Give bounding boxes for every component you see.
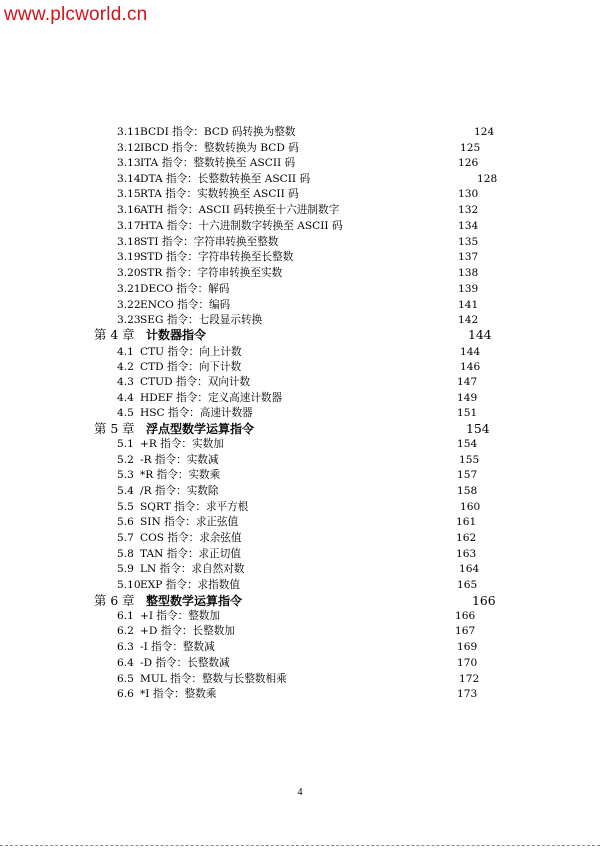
toc-entry-page: 124 [474, 126, 495, 138]
toc-entry-page: 130 [458, 188, 479, 200]
toc-entry-row[interactable] [0, 140, 600, 156]
toc-entry-row[interactable] [0, 171, 600, 187]
toc-entry-number: 5.4 [117, 485, 134, 497]
toc-entry-page: 165 [457, 579, 478, 591]
toc-entry-number: 3.13 [117, 157, 141, 169]
toc-entry-title: -R 指令：实数减 [140, 454, 219, 466]
toc-entry-row[interactable] [0, 124, 600, 140]
toc-entry-title: MUL 指令：整数与长整数相乘 [140, 673, 287, 685]
toc-entry-title: IBCD 指令：整数转换为 BCD 码 [140, 142, 299, 154]
toc-entry-title: 浮点型数学运算指令 [146, 422, 255, 436]
toc-entry-number: 第 4 章 [94, 327, 135, 342]
toc-entry-number: 3.16 [117, 204, 141, 216]
toc-entry-page: 135 [458, 236, 479, 248]
toc-entry-page: 147 [457, 376, 478, 388]
toc-entry-page: 162 [456, 532, 477, 544]
toc-entry-row[interactable] [0, 234, 600, 250]
toc-entry-number: 5.7 [117, 532, 134, 544]
toc-entry-page: 172 [459, 673, 480, 685]
toc-entry-title: SEG 指令：七段显示转换 [140, 314, 263, 326]
toc-entry-number: 3.14 [117, 173, 141, 185]
toc-entry-page: 154 [466, 421, 490, 436]
toc-entry-number: 5.2 [117, 454, 134, 466]
toc-entry-page: 170 [457, 657, 478, 669]
toc-entry-row[interactable] [0, 530, 600, 546]
toc-entry-row[interactable] [0, 359, 600, 375]
toc-entry-number: 4.5 [117, 407, 134, 419]
toc-entry-page: 161 [456, 516, 477, 528]
toc-entry-page: 144 [468, 327, 492, 342]
toc-entry-number: 3.20 [117, 267, 141, 279]
toc-entry-row[interactable] [0, 686, 600, 702]
toc-entry-title: HTA 指令：十六进制数字转换至 ASCII 码 [140, 220, 343, 232]
toc-entry-row[interactable] [0, 186, 600, 202]
toc-entry-title: 计数器指令 [146, 328, 207, 342]
toc-entry-title: EXP 指令：求指数值 [140, 579, 240, 591]
toc-entry-row[interactable] [0, 405, 600, 421]
toc-entry-page: 138 [458, 267, 479, 279]
toc-entry-page: 134 [458, 220, 479, 232]
toc-entry-row[interactable] [0, 218, 600, 234]
toc-chapter-row[interactable] [0, 326, 600, 344]
toc-entry-title: CTD 指令：向下计数 [140, 361, 242, 373]
toc-entry-title: CTU 指令：向上计数 [140, 346, 242, 358]
toc-entry-page: 139 [458, 283, 479, 295]
page-number: 4 [297, 787, 303, 798]
toc-entry-page: 132 [458, 204, 479, 216]
toc-entry-title: HDEF 指令：定义高速计数器 [140, 392, 283, 404]
toc-entry-page: 169 [457, 641, 478, 653]
toc-entry-title: +R 指令：实数加 [140, 438, 224, 450]
toc-entry-row[interactable] [0, 202, 600, 218]
toc-entry-row[interactable] [0, 297, 600, 313]
toc-entry-title: STD 指令：字符串转换至长整数 [140, 251, 294, 263]
toc-entry-page: 163 [456, 548, 477, 560]
toc-entry-title: ATH 指令：ASCII 码转换至十六进制数字 [140, 204, 340, 216]
toc-entry-title: SQRT 指令：求平方根 [140, 501, 249, 513]
toc-entry-page: 125 [460, 142, 481, 154]
footer-divider [0, 845, 600, 846]
watermark-link[interactable]: www.plcworld.cn [4, 4, 148, 25]
toc-entry-row[interactable] [0, 467, 600, 483]
toc-entry-title: TAN 指令：求正切值 [140, 548, 241, 560]
toc-entry-title: ITA 指令：整数转换至 ASCII 码 [140, 157, 296, 169]
toc-entry-title: 整型数学运算指令 [146, 594, 243, 608]
toc-entry-page: 154 [457, 438, 478, 450]
toc-entry-page: 128 [477, 173, 498, 185]
toc-entry-number: 第 6 章 [94, 593, 135, 608]
toc-entry-row[interactable] [0, 436, 600, 452]
toc-entry-title: *I 指令：整数乘 [140, 688, 217, 700]
toc-entry-row[interactable] [0, 514, 600, 530]
toc-entry-row[interactable] [0, 561, 600, 577]
toc-entry-page: 167 [455, 625, 476, 637]
toc-entry-number: 3.12 [117, 142, 141, 154]
toc-entry-number: 6.1 [117, 610, 134, 622]
toc-entry-number: 5.1 [117, 438, 134, 450]
toc-entry-row[interactable] [0, 281, 600, 297]
toc-entry-number: 5.6 [117, 516, 134, 528]
toc-entry-page: 146 [460, 361, 481, 373]
toc-entry-row[interactable] [0, 344, 600, 360]
toc-entry-number: 4.1 [117, 346, 134, 358]
toc-entry-number: 3.23 [117, 314, 141, 326]
toc-entry-row[interactable] [0, 390, 600, 406]
toc-entry-number: 6.6 [117, 688, 134, 700]
toc-entry-number: 第 5 章 [94, 421, 135, 436]
toc-entry-number: 3.15 [117, 188, 141, 200]
toc-entry-title: CTUD 指令：双向计数 [140, 376, 251, 388]
toc-entry-title: +D 指令：长整数加 [140, 625, 235, 637]
toc-entry-page: 160 [460, 501, 481, 513]
toc-entry-number: 5.9 [117, 563, 134, 575]
toc-entry-page: 126 [458, 157, 479, 169]
toc-entry-title: /R 指令：实数除 [140, 485, 219, 497]
toc-entry-row[interactable] [0, 374, 600, 390]
toc-entry-row[interactable] [0, 671, 600, 687]
toc-entry-number: 4.2 [117, 361, 134, 373]
toc-entry-title: -I 指令：整数减 [140, 641, 215, 653]
toc-entry-number: 3.21 [117, 283, 141, 295]
toc-entry-number: 6.4 [117, 657, 134, 669]
toc-entry-number: 3.17 [117, 220, 141, 232]
toc-entry-title: SIN 指令：求正弦值 [140, 516, 239, 528]
toc-entry-row[interactable] [0, 265, 600, 281]
toc-entry-page: 144 [460, 346, 481, 358]
toc-entry-number: 3.22 [117, 299, 141, 311]
toc-entry-row[interactable] [0, 499, 600, 515]
toc-entry-number: 6.3 [117, 641, 134, 653]
toc-entry-row[interactable] [0, 577, 600, 593]
toc-entry-row[interactable] [0, 155, 600, 171]
toc-entry-page: 151 [457, 407, 478, 419]
toc-entry-title: STI 指令：字符串转换至整数 [140, 236, 279, 248]
toc-entry-page: 173 [457, 688, 478, 700]
toc-entry-row[interactable] [0, 452, 600, 468]
toc-entry-number: 3.11 [117, 126, 141, 138]
toc-entry-number: 5.3 [117, 469, 134, 481]
toc-entry-number: 6.2 [117, 625, 134, 637]
toc-entry-title: DTA 指令：长整数转换至 ASCII 码 [140, 173, 311, 185]
toc-entry-page: 164 [459, 563, 480, 575]
toc-entry-number: 6.5 [117, 673, 134, 685]
toc-entry-row[interactable] [0, 546, 600, 562]
toc-entry-number: 5.10 [117, 579, 141, 591]
toc-entry-title: BCDI 指令：BCD 码转换为整数 [140, 126, 296, 138]
toc-entry-page: 142 [458, 314, 479, 326]
toc-entry-title: LN 指令：求自然对数 [140, 563, 245, 575]
toc-entry-row[interactable] [0, 639, 600, 655]
toc-entry-row[interactable] [0, 608, 600, 624]
toc-entry-number: 3.19 [117, 251, 141, 263]
toc-entry-row[interactable] [0, 249, 600, 265]
toc-entry-row[interactable] [0, 483, 600, 499]
toc-entry-title: ENCO 指令：编码 [140, 299, 231, 311]
toc-entry-number: 3.18 [117, 236, 141, 248]
toc-entry-page: 155 [459, 454, 480, 466]
toc-entry-number: 5.5 [117, 501, 134, 513]
toc-entry-title: DECO 指令：解码 [140, 283, 230, 295]
toc-entry-title: -D 指令：长整数减 [140, 657, 230, 669]
toc-entry-number: 4.3 [117, 376, 134, 388]
toc-entry-title: HSC 指令：高速计数器 [140, 407, 253, 419]
toc-entry-page: 141 [458, 299, 479, 311]
toc-entry-row[interactable] [0, 655, 600, 671]
toc-entry-page: 157 [457, 469, 478, 481]
toc-entry-title: RTA 指令：实数转换至 ASCII 码 [140, 188, 299, 200]
toc-entry-page: 137 [458, 251, 479, 263]
toc-entry-title: *R 指令：实数乘 [140, 469, 221, 481]
toc-entry-row[interactable] [0, 623, 600, 639]
toc-entry-title: COS 指令：求余弦值 [140, 532, 242, 544]
toc-entry-number: 5.8 [117, 548, 134, 560]
toc-entry-page: 166 [472, 593, 496, 608]
toc-entry-title: +I 指令：整数加 [140, 610, 220, 622]
toc-entry-page: 166 [455, 610, 476, 622]
toc-entry-page: 158 [457, 485, 478, 497]
toc-entry-page: 149 [457, 392, 478, 404]
toc-entry-number: 4.4 [117, 392, 134, 404]
toc-entry-title: STR 指令：字符串转换至实数 [140, 267, 283, 279]
